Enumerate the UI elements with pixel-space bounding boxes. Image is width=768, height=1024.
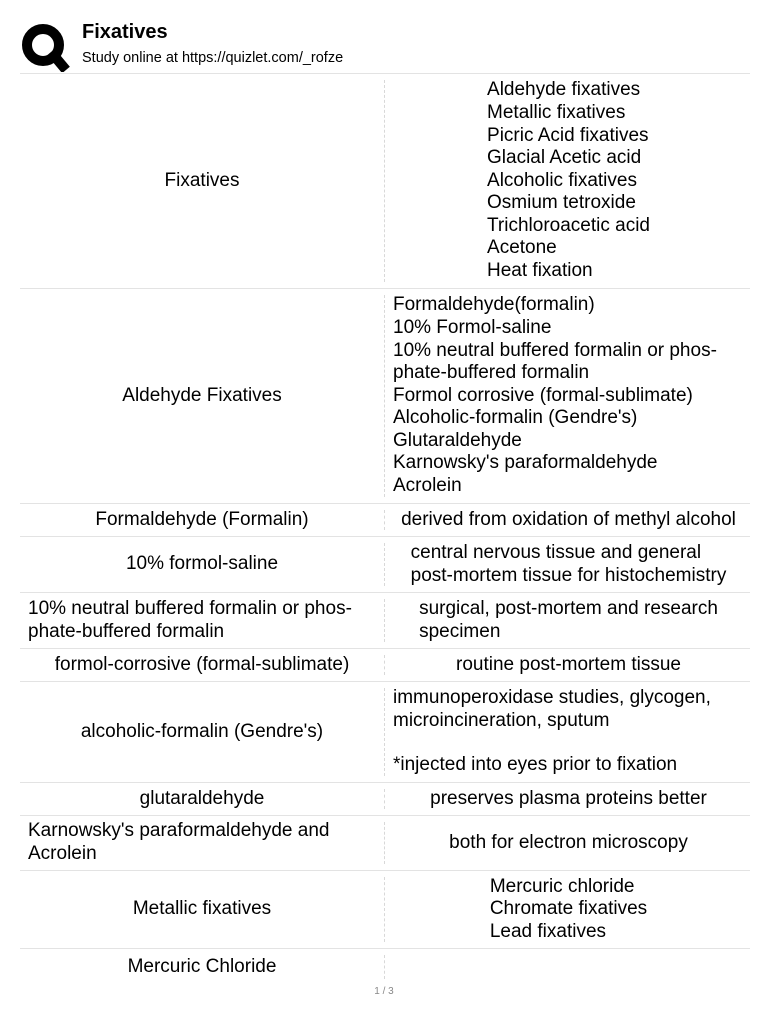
definition-line: Acrolein (393, 475, 462, 497)
term-text: Fixatives (164, 169, 240, 191)
term-cell (20, 871, 384, 948)
term-text: Metallic fixatives (132, 898, 272, 920)
definition-line: central nervous tissue and general (410, 541, 702, 563)
definition-line: microincineration, sputum (393, 709, 610, 731)
definition-line: Formaldehyde(formalin) (393, 294, 595, 316)
flashcard-table (20, 74, 750, 985)
definition-line: Picric Acid fixatives (487, 124, 649, 146)
term-text: formol-corrosive (formal-sublimate) (54, 653, 350, 675)
definition-line: Glacial Acetic acid (487, 147, 642, 169)
definition-cell (385, 74, 750, 288)
definition-line: post-mortem tissue for histochemistry (410, 564, 727, 586)
definition-line: *injected into eyes prior to fixation (393, 754, 678, 776)
term-cell (20, 949, 384, 985)
table-row (20, 537, 750, 593)
definition-cell (385, 816, 750, 870)
page-header (20, 18, 750, 74)
definition-cell (385, 682, 750, 782)
definition-line: Mercuric chloride (489, 875, 635, 897)
definition-cell (385, 593, 750, 648)
term-cell (20, 537, 384, 592)
definition-line: Formol corrosive (formal-sublimate) (393, 384, 693, 406)
definition-line: preserves plasma proteins better (430, 787, 707, 809)
definition-line: Trichloroacetic acid (487, 214, 650, 236)
table-row (20, 74, 750, 289)
definition-line: Alcoholic fixatives (487, 169, 637, 191)
definition-line: Lead fixatives (489, 920, 607, 942)
definition-line (393, 732, 711, 754)
term-cell (20, 504, 384, 536)
definition-cell (385, 289, 750, 503)
quizlet-logo-icon (20, 22, 70, 72)
definition-line: Osmium tetroxide (487, 192, 636, 214)
page-title: Fixatives (82, 21, 168, 43)
definition-line: routine post-mortem tissue (456, 653, 681, 675)
definition-line: derived from oxidation of methyl alcohol (401, 508, 736, 530)
definition-line: Glutaraldehyde (393, 429, 522, 451)
definition-line: Metallic fixatives (487, 101, 626, 123)
definition-line: both for electron microscopy (449, 831, 688, 853)
definition-cell (385, 949, 750, 985)
table-row (20, 783, 750, 816)
page-number: 1 / 3 (374, 986, 394, 997)
definition-line: phate-buffered formalin (393, 362, 590, 384)
term-line: Acrolein (28, 843, 97, 864)
term-text: glutaraldehyde (139, 787, 265, 809)
term-cell (20, 649, 384, 681)
definition-cell (385, 649, 750, 681)
definition-line: specimen (419, 620, 501, 642)
table-row (20, 816, 750, 871)
definition-line: 10% neutral buffered formalin or phos- (393, 339, 717, 361)
definition-line: Heat fixation (487, 260, 593, 282)
term-line: 10% neutral buffered formalin or phos- (28, 597, 352, 619)
term-cell (20, 816, 384, 870)
definition-line: Karnowsky's paraformaldehyde (393, 452, 658, 474)
definition-line: surgical, post-mortem and research (419, 597, 718, 619)
definition-line: Alcoholic-formalin (Gendre's) (393, 407, 638, 429)
table-row (20, 593, 750, 649)
term-cell (20, 783, 384, 815)
definition-line: Acetone (487, 237, 557, 259)
definition-cell (385, 537, 750, 592)
definition-line: Aldehyde fixatives (487, 79, 641, 101)
term-text: Mercuric Chloride (127, 955, 277, 977)
term-cell (20, 682, 384, 782)
term-text: Aldehyde Fixatives (122, 384, 282, 406)
term-cell (20, 593, 384, 648)
term-text: 10% formol-saline (125, 553, 279, 575)
term-cell (20, 289, 384, 503)
definition-cell (385, 504, 750, 536)
term-text: Formaldehyde (Formalin) (95, 508, 309, 530)
definition-cell (385, 871, 750, 948)
table-row (20, 871, 750, 949)
table-row (20, 649, 750, 682)
study-online-link[interactable]: Study online at https://quizlet.com/_rofze (82, 50, 344, 66)
definition-cell (385, 783, 750, 815)
term-cell (20, 74, 384, 288)
term-text: alcoholic-formalin (Gendre's) (80, 720, 324, 742)
table-row (20, 289, 750, 504)
definition-line: Chromate fixatives (489, 898, 648, 920)
table-row (20, 504, 750, 537)
definition-line: 10% Formol-saline (393, 316, 552, 338)
definition-line: immunoperoxidase studies, glycogen, (393, 687, 711, 709)
table-row (20, 682, 750, 783)
term-line: Karnowsky's paraformaldehyde and (28, 820, 330, 842)
term-line: phate-buffered formalin (28, 620, 225, 642)
table-row (20, 949, 750, 985)
